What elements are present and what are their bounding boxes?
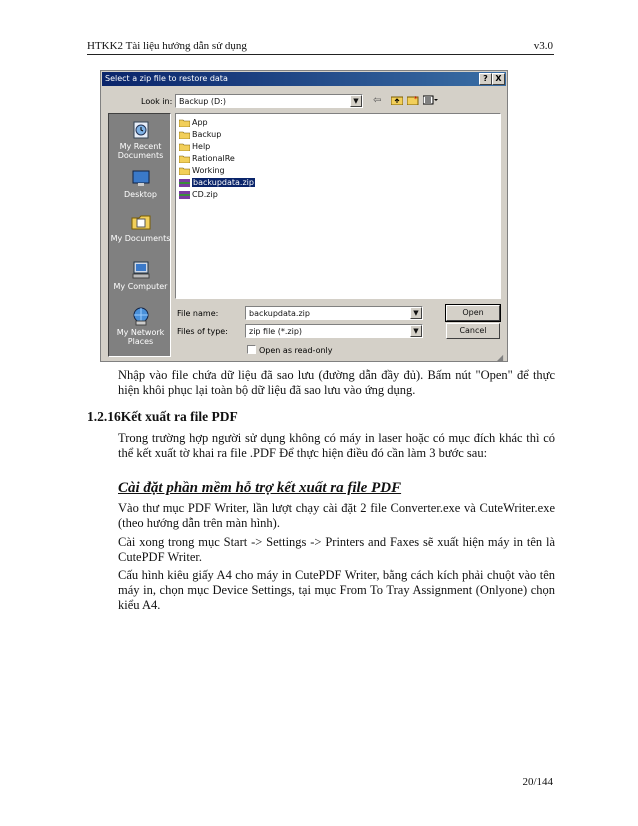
list-item[interactable]: App [179,117,208,129]
place-my-documents[interactable] [109,212,172,243]
cancel-button[interactable]: Cancel [446,323,500,339]
up-folder-icon[interactable] [391,95,403,108]
open-button[interactable]: Open [446,305,500,321]
folder-icon [179,143,190,151]
resize-grip-icon[interactable]: ◢ [497,353,504,362]
subheading: Cài đặt phần mềm hỗ trợ kết xuất ra file PDF [118,480,402,496]
place-my-computer[interactable] [109,260,172,291]
dialog-title: Select a zip file to restore data [105,74,228,83]
place-desktop[interactable] [109,168,172,199]
file-dialog [100,70,508,362]
chevron-down-icon[interactable]: ▼ [350,95,362,107]
header-version: v3.0 [533,40,553,52]
view-menu-icon[interactable] [423,95,439,108]
svg-text:*: * [414,95,418,103]
chevron-down-icon[interactable]: ▼ [410,325,422,337]
new-folder-icon[interactable] [407,95,419,108]
look-in-label: Look in: [141,97,173,106]
place-label: My Recent Documents [117,142,164,160]
place-recent-documents[interactable] [109,120,172,160]
look-in-combo[interactable] [175,94,363,108]
readonly-checkbox[interactable] [247,345,256,354]
help-button[interactable]: ? [479,73,492,85]
readonly-label: Open as read-only [259,346,333,355]
folder-icon [179,155,190,163]
paragraph-step3: Cấu hình kiêu giấy A4 cho máy in CutePDF Writer, bằng cách kích phải chuột vào tên máy in, chọn mục Device Settings, tại mục From To Tray Assignment (Onlyone) chọn kiểu A4. [118,568,555,612]
zip-file-icon [179,179,190,187]
place-label: My Network Places [116,328,165,346]
header-title: HTKK2 Tài liệu hướng dẫn sử dụng [87,40,247,52]
place-label: My Computer [113,282,168,291]
list-item[interactable]: Backup [179,129,221,141]
header-rule [87,54,554,55]
recent-documents-icon [130,120,152,140]
file-type-value: zip file (*.zip) [249,327,303,336]
file-type-select[interactable] [245,324,423,338]
paragraph-restore: Nhập vào file chứa dữ liệu đã sao lưu (đường dẫn đầy đủ). Bấm nút "Open" để thực hiện khôi phục lại toàn bộ dữ liệu đã sao lưu vào ứng dụng. [118,368,555,397]
look-in-value: Backup (D:) [179,97,226,106]
page-number: 20/144 [522,776,553,788]
places-bar [108,113,171,357]
desktop-icon [130,168,152,188]
section-heading: 1.2.16Kết xuất ra file PDF [87,409,238,424]
list-item[interactable]: RationalRe [179,153,235,165]
paragraph-step1: Vào thư mục PDF Writer, lần lượt chạy cài đặt 2 file Converter.exe và CuteWriter.exe (theo hướng dẫn trên màn hình). [118,501,555,530]
place-label: My Documents [110,234,171,243]
list-item-selected[interactable]: backupdata.zip [179,177,255,189]
back-arrow-icon[interactable]: ⇦ [373,95,382,106]
folder-icon [179,167,190,175]
dialog-titlebar [102,72,506,86]
file-name-value: backupdata.zip [249,309,310,318]
file-name-input[interactable] [245,306,423,320]
list-item[interactable]: Help [179,141,210,153]
folder-icon [179,131,190,139]
file-name-label: File name: [177,309,219,318]
place-network-places[interactable] [109,306,172,346]
zip-file-icon [179,191,190,199]
place-label: Desktop [124,190,157,199]
paragraph-step2: Cài xong trong mục Start -> Settings -> Printers and Faxes sẽ xuất hiện máy in tên là CutePDF Writer. [118,535,555,564]
file-type-label: Files of type: [177,327,228,336]
network-places-icon [130,306,152,326]
file-list[interactable] [175,113,501,299]
chevron-down-icon[interactable]: ▼ [410,307,422,319]
close-button[interactable]: X [492,73,505,85]
my-computer-icon [130,260,152,280]
paragraph-intro: Trong trường hợp người sử dụng không có máy in laser hoặc có mục đích khác thì có thể kết xuất tờ khai ra file .PDF Để thực hiện điều đó cần làm 3 bước sau: [118,431,555,460]
list-item[interactable]: Working [179,165,225,177]
list-item[interactable]: CD.zip [179,189,218,201]
my-documents-icon [130,212,152,232]
folder-icon [179,119,190,127]
